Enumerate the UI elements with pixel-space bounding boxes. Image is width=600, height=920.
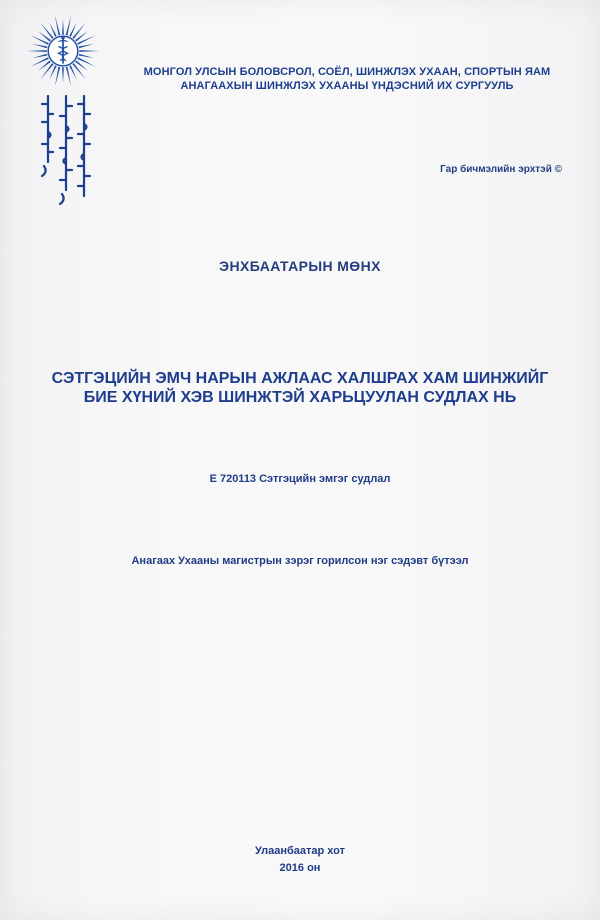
vertical-script-emblem xyxy=(34,92,100,210)
place-name: Улаанбаатар хот xyxy=(254,845,345,857)
thesis-title-line-2: БИЕ ХҮНИЙ ХЭВ ШИНЖТЭЙ ХАРЬЦУУЛАН СУДЛАХ НЬ xyxy=(83,389,517,406)
author-name: ЭНХБААТАРЫН МӨНХ xyxy=(219,258,381,274)
ministry-name: МОНГОЛ УЛСЫН БОЛОВСРОЛ, СОЁЛ, ШИНЖЛЭХ УХААН, СПОРТЫН ЯАМ xyxy=(143,66,551,78)
university-name: АНАГААХЫН ШИНЖЛЭХ УХААНЫ ҮНДЭСНИЙ ИХ СУРГУУЛЬ xyxy=(180,80,514,92)
thesis-title-line-1: СЭТГЭЦИЙН ЭМЧ НАРЫН АЖЛААС ХАЛШРАХ ХАМ ШИНЖИЙГ xyxy=(51,370,549,387)
copyright-notice: Гар бичмэлийн эрхтэй © xyxy=(440,164,562,175)
publication-year: 2016 он xyxy=(279,862,321,874)
university-emblem-icon xyxy=(26,14,100,88)
specialty-code: Е 720113 Сэтгэцийн эмгэг судлал xyxy=(209,473,391,485)
degree-statement: Анагаах Ухааны магистрын зэрэг горилсон нэг сэдэвт бүтээл xyxy=(131,555,469,567)
